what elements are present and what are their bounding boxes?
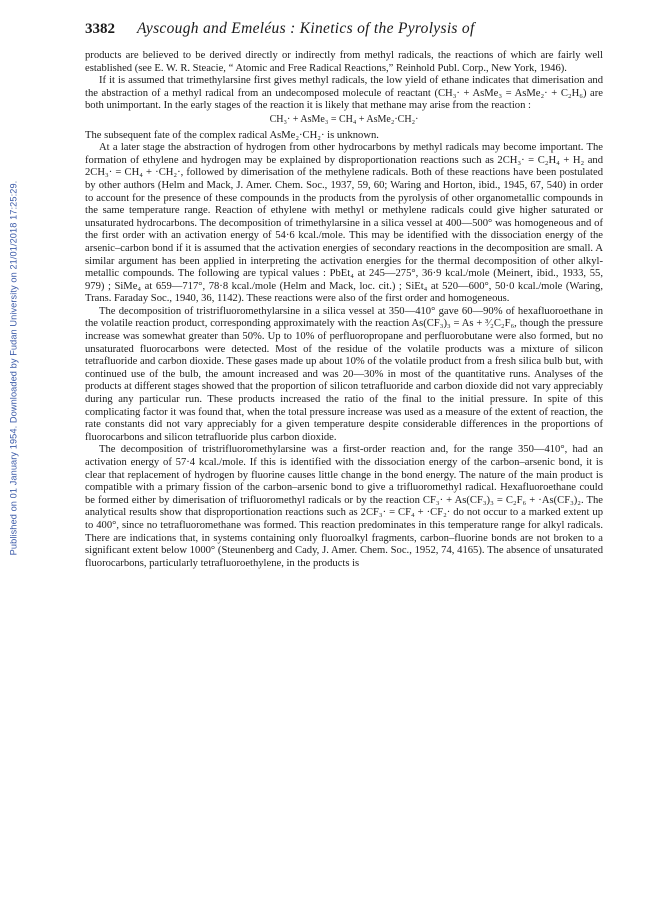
publication-stamp [8,178,18,558]
paragraph-trimethylarsine: If it is assumed that trimethylarsine first gives methyl radicals, the low yield of ethane indicates that dimerisation and the abstraction of a methyl radical from an undecomposed molecule of reactant (CH₃· + AsMe₃ = AsMe₂· + C₂H₆) are both unimportant. In the early stages of the reaction it is likely that methane may arise from the reaction : [85,75,603,112]
paragraph-tristrifluoro-decomposition: The decomposition of tristrifluoromethylarsine in a silica vessel at 350—410° gave 60—90% of hexafluoroethane in the volatile reaction product, corresponding approximately with the reaction As(CF₃)₃ = As + ³⁄₂C₂F₆, though the pressure increase was somewhat greater than 50%. Up to 10% of perfluoropropane and perfluorobutane were also formed, but no unsaturated fluorocarbons were detected. Most of the residue of the volatile products was a mixture of silicon tetrafluoride and carbon dioxide. These gases made up about 10% of the volatile product from a fresh silica bulb but, with continued use of the bulb, the amount increased and was 20—30% in most of the quantitative runs. Analyses of the products at different stages showed that the proportion of silicon tetrafluoride and carbon dioxide did not vary appreciably during any particular run. These products increased the ratio of the final to the initial pressure. In spite of this complicating factor it was found that, when the total pressure increase was used as a measure of the extent of reaction, the rate constants did not vary appreciably for a given temperature despite considerable differences in the proportions of fluorocarbons and silicon tetrafluoride plus carbon dioxide. [85,305,603,443]
page-body [85,20,603,570]
reaction-equation: CH₃· + AsMe₃ = CH₄ + AsMe₂·CH₂· [269,113,419,125]
publication-stamp-text: Published on 01 January 1954. Downloaded by Fudan University on 21/01/2018 17:25:29. [8,180,19,556]
paragraph-continuation: products are believed to be derived directly or indirectly from methyl radicals, the reactions of which are fairly well established (see E. W. R. Steacie, “ Atomic and Free Radical Reactions,” Reinhold Publ. Corp., New York, 1946). [85,50,603,74]
page-header [85,20,603,46]
paragraph-later-stage: At a later stage the abstraction of hydrogen from other hydrocarbons by methyl radicals may become important. The formation of ethylene and hydrogen may be explained by disproportionation reactions such as 2CH₃· = C₂H₄ + H₂ and 2CH₃· = CH₄ + ·CH₂·, followed by dimerisation of the methylene radicals. Both of these reactions have been postulated by other authors (Helm and Mack, J. Amer. Chem. Soc., 1937, 59, 60; Waring and Horton, ibid., 1945, 67, 540) in order to account for the presence of these compounds in the products from the pyrolysis of other organometallic compounds in the same temperature range. Reaction of ethylene with methyl or methylene radicals could give higher saturated or unsaturated hydrocarbons. The decomposition of trimethylarsine in a silica vessel at 400—500° was homogeneous and of the first order with an activation energy of 54·6 kcal./mole. This may be identified with the dissociation energy of the arsenic–carbon bond if it is assumed that the activation energies of secondary reactions in the decomposition are small. A similar argument has been applied in interpreting the activation energies for the thermal decomposition of other alkyl-metallic compounds. The following are typical values : PbEt₄ at 245—275°, 36·9 kcal./mole (Meinert, ibid., 1933, 55, 979) ; SiMe₄ at 659—717°, 78·8 kcal./mole (Helm and Mack, loc. cit.) ; SiEt₄ at 520—600°, 50·0 kcal./mole (Waring, Trans. Faraday Soc., 1940, 36, 1142). These reactions were also of the first order and homogeneous. [85,142,603,305]
paragraph-radical-fate: The subsequent fate of the complex radical AsMe₂·CH₂· is unknown. [85,129,379,141]
running-title: Ayscough and Emeléus : Kinetics of the Pyrolysis of [137,20,475,37]
page-number: 3382 [85,21,115,37]
paragraph-activation-energy: The decomposition of tristrifluoromethylarsine was a first-order reaction and, for the range 350—410°, had an activation energy of 57·4 kcal./mole. If this is identified with the dissociation energy of the carbon–arsenic bond, it is clear that replacement of hydrogen by fluorine causes little change in the bond energy. The nature of the main product is compatible with a primary fission of the carbon–arsenic bond to give a trifluoromethyl radical. Hexafluoroethane could be formed either by dimerisation of trifluoromethyl radicals or by the reaction CF₃· + As(CF₃)₃ = C₂F₆ + ·As(CF₃)₂. The analytical results show that disproportionation reactions such as 2CF₃· = CF₄ + ·CF₂· do not occur to a marked extent up to 400°, since no tetrafluoromethane was formed. This reaction predominates in this temperature range for alkyl radicals. There are indications that, in systems containing only fluoroalkyl fragments, carbon–fluorine bonds are not broken to a significant extent below 1000° (Steunenberg and Cady, J. Amer. Chem. Soc., 1952, 74, 4165). The absence of unsaturated fluorocarbons, particularly tetrafluoroethylene, in the products is [85,444,603,569]
